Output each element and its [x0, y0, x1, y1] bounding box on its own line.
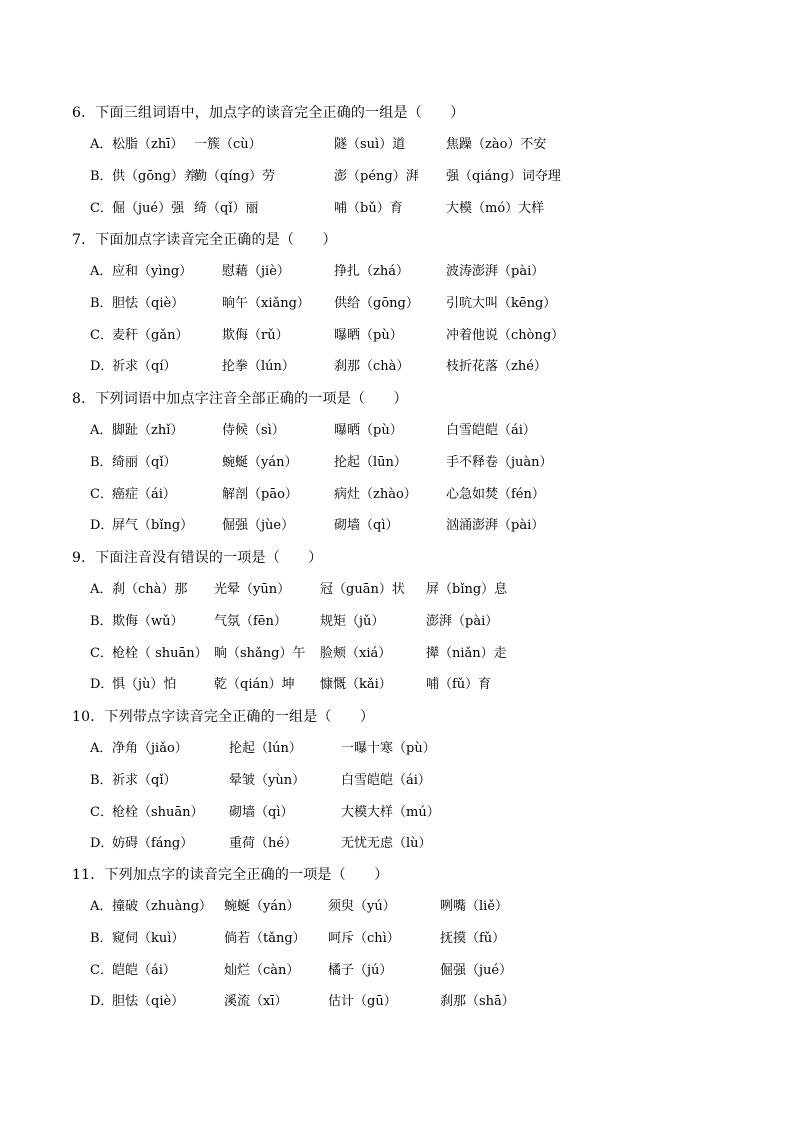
option-item: 祈求（qǐ）: [112, 772, 177, 788]
option-item: 癌症（ái）: [112, 486, 176, 502]
option-item: 松脂（zhī）: [112, 137, 184, 152]
option-item: 倔强（jué）: [440, 962, 513, 978]
option-item: 倘若（tǎng）: [224, 930, 306, 946]
question-stem: 9．下面注音没有错误的一项是（ ）: [72, 550, 323, 566]
option-item: 应和（yìng）: [112, 264, 193, 279]
option-item: 估计（gū）: [328, 994, 397, 1010]
option-item: 焦躁（zào）不安: [446, 137, 547, 152]
option-label: D．: [90, 677, 114, 693]
option-item: 麦秆（gǎn）: [112, 327, 189, 343]
option-item: 灿烂（càn）: [224, 962, 300, 978]
option-item: 白雪皑皑（ái）: [341, 772, 431, 788]
option-item: 慰藉（jiè）: [222, 264, 290, 279]
option-label: B．: [90, 772, 113, 788]
option-item: 胆怯（qiè）: [112, 994, 185, 1010]
option-item: 病灶（zhào）: [334, 486, 417, 502]
option-item: 晌（shǎng）午: [214, 645, 306, 661]
option-item: 心急如焚（fén）: [446, 486, 545, 502]
option-item: 勤（qíng）劳: [194, 168, 276, 184]
option-item: 刹那（chà）: [334, 359, 410, 375]
option-item: 倔强（jùe）: [222, 518, 295, 534]
question-stem: 8．下列词语中加点字注音全部正确的一项是（ ）: [72, 391, 408, 407]
option-item: 抡拳（lún）: [222, 359, 295, 375]
option-item: 抚摸（fǔ）: [440, 930, 506, 946]
option-item: 供给（gōng）: [334, 295, 419, 311]
option-label: A．: [90, 741, 113, 756]
option-item: 抡起（lūn）: [334, 454, 407, 470]
option-item: 欺侮（rǔ）: [222, 327, 289, 343]
option-item: 大模大样（mú）: [341, 804, 440, 820]
option-item: 隧（suì）道: [334, 137, 406, 152]
option-item: 溪流（xī）: [224, 994, 288, 1010]
option-item: 手不释卷（juàn）: [446, 454, 553, 470]
option-item: 撞破（zhuàng）: [112, 899, 213, 914]
option-label: D．: [90, 994, 114, 1010]
option-item: 强（qiáng）词夺理: [446, 168, 561, 184]
option-item: 波涛澎湃（pài）: [446, 264, 545, 279]
option-label: C．: [90, 486, 113, 502]
option-item: 惧（jù）怕: [112, 677, 177, 693]
option-item: 慷慨（kǎi）: [320, 677, 392, 693]
option-item: 枪栓（shuān）: [112, 804, 204, 820]
option-label: D．: [90, 836, 114, 852]
option-label: B．: [90, 295, 113, 311]
option-item: 净角（jiǎo）: [112, 741, 188, 756]
option-item: 曝晒（pù）: [334, 327, 403, 343]
option-item: 冠（guān）状: [320, 582, 405, 597]
option-item: 挣扎（zhá）: [334, 264, 409, 279]
option-label: B．: [90, 454, 113, 470]
option-label: C．: [90, 804, 113, 820]
option-label: D．: [90, 359, 114, 375]
option-item: 一簇（cù）: [194, 137, 262, 152]
option-label: A．: [90, 137, 113, 152]
option-item: 侍候（sì）: [222, 423, 285, 438]
question-stem: 11．下列加点字的读音完全正确的一项是（ ）: [72, 867, 389, 883]
option-label: B．: [90, 613, 113, 629]
option-item: 枝折花落（zhé）: [446, 359, 547, 375]
option-label: A．: [90, 582, 113, 597]
option-item: 澎湃（pài）: [426, 613, 499, 629]
option-label: C．: [90, 200, 113, 216]
option-item: 冲着他说（chòng）: [446, 327, 565, 343]
option-item: 胆怯（qiè）: [112, 295, 185, 311]
question-stem: 10．下列带点字读音完全正确的一组是（ ）: [72, 709, 375, 725]
option-item: 倔（jué）强: [112, 200, 185, 216]
option-label: B．: [90, 168, 113, 184]
option-item: 大模（mó）大样: [446, 200, 545, 216]
option-item: 白雪皑皑（ái）: [446, 423, 536, 438]
option-label: C．: [90, 962, 113, 978]
option-item: 重荷（hé）: [229, 836, 298, 852]
option-item: 刹（chà）那: [112, 582, 188, 597]
question-stem: 7．下面加点字读音完全正确的是（ ）: [72, 232, 337, 248]
option-item: 祈求（qí）: [112, 359, 177, 375]
option-item: 澎（péng）湃: [334, 168, 419, 184]
option-item: 脚趾（zhǐ）: [112, 423, 184, 438]
option-label: B．: [90, 930, 113, 946]
option-item: 一曝十寒（pù）: [341, 741, 436, 756]
option-item: 绮（qǐ）丽: [194, 200, 259, 216]
option-item: 绮丽（qǐ）: [112, 454, 177, 470]
option-item: 光晕（yūn）: [214, 582, 291, 597]
option-item: 砌墙（qì）: [229, 804, 294, 820]
option-label: A．: [90, 899, 113, 914]
option-item: 橘子（jú）: [328, 962, 393, 978]
option-item: 皑皑（ái）: [112, 962, 176, 978]
option-item: 妨碍（fáng）: [112, 836, 194, 852]
option-item: 砌墙（qì）: [334, 518, 399, 534]
option-label: A．: [90, 423, 113, 438]
option-item: 屏（bǐng）息: [426, 582, 508, 597]
option-item: 撵（niǎn）走: [426, 645, 507, 661]
option-item: 晕皱（yùn）: [229, 772, 306, 788]
option-item: 汹涌澎湃（pài）: [446, 518, 545, 534]
option-label: C．: [90, 327, 113, 343]
option-item: 枪栓（ shuān）: [112, 645, 208, 661]
option-item: 须臾（yú）: [328, 899, 396, 914]
option-item: 抡起（lún）: [229, 741, 302, 756]
option-label: A．: [90, 264, 113, 279]
option-item: 哺（fǔ）育: [426, 677, 492, 693]
option-item: 曝晒（pù）: [334, 423, 403, 438]
option-item: 屏气（bǐng）: [112, 518, 194, 534]
option-item: 气氛（fēn）: [214, 613, 287, 629]
option-item: 刹那（shā）: [440, 994, 515, 1010]
option-item: 蜿蜒（yán）: [224, 899, 300, 914]
option-item: 规矩（jǔ）: [320, 613, 385, 629]
option-item: 无忧无虑（lù）: [341, 836, 432, 852]
option-item: 乾（qián）坤: [214, 677, 295, 693]
option-item: 窥伺（kuì）: [112, 930, 185, 946]
option-item: 供（gōng）养: [112, 168, 197, 184]
option-item: 哺（bǔ）育: [334, 200, 403, 216]
option-label: D．: [90, 518, 114, 534]
option-item: 呵斥（chì）: [328, 930, 400, 946]
question-stem: 6．下面三组词语中，加点字的读音完全正确的一组是（ ）: [72, 105, 465, 121]
option-item: 欺侮（wǔ）: [112, 613, 184, 629]
option-item: 脸颊（xiá）: [320, 645, 392, 661]
option-item: 晌午（xiǎng）: [222, 295, 310, 311]
option-item: 解剖（pāo）: [222, 486, 298, 502]
option-label: C．: [90, 645, 113, 661]
option-item: 蜿蜒（yán）: [222, 454, 298, 470]
option-item: 引吭大叫（kēng）: [446, 295, 557, 311]
option-item: 咧嘴（liě）: [440, 899, 509, 914]
